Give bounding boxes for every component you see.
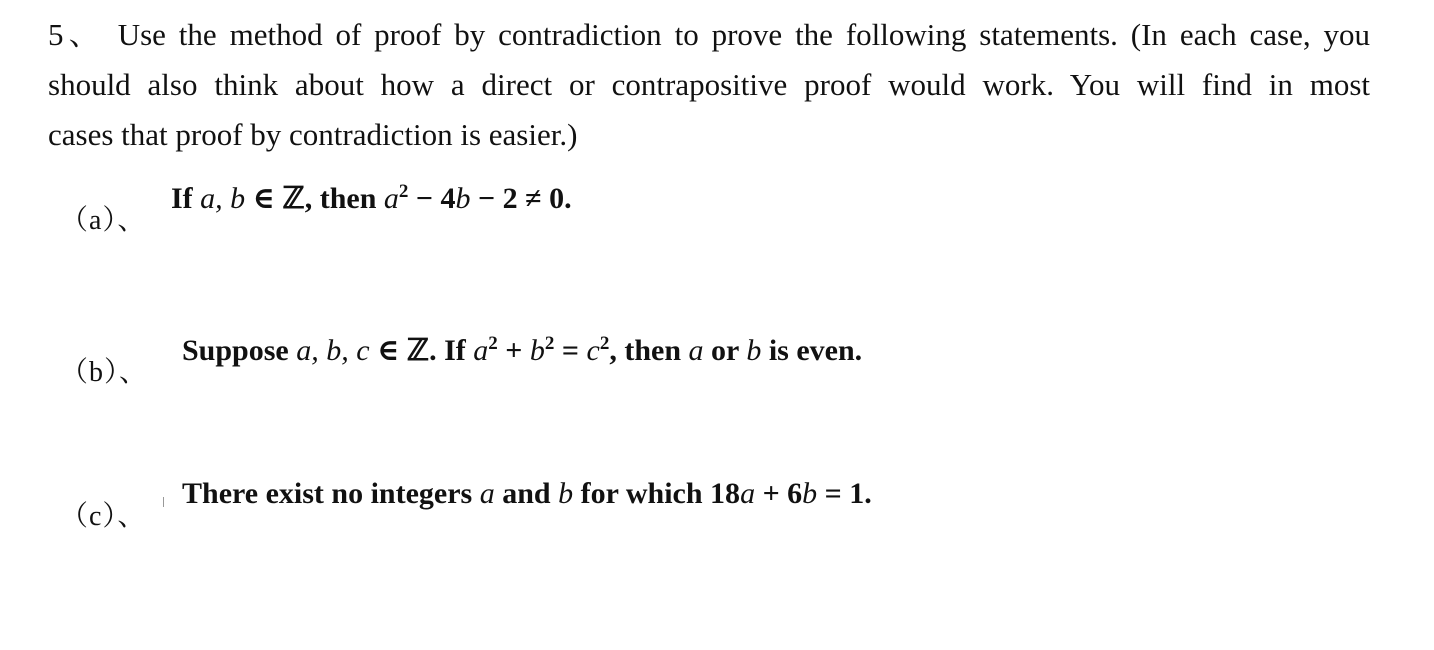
part-c-b: b bbox=[558, 477, 574, 510]
part-a-exp: 2 bbox=[398, 181, 409, 202]
part-b-then: , then bbox=[609, 334, 689, 367]
part-c-label: （c）、 bbox=[60, 501, 147, 532]
part-c-a2: a bbox=[740, 477, 756, 510]
problem-number: 5、 bbox=[48, 17, 105, 52]
part-b-in: ∈ bbox=[369, 334, 407, 367]
part-b-vars: a, b, c bbox=[296, 334, 370, 367]
part-a-b: b bbox=[455, 182, 471, 215]
part-b-a: a bbox=[473, 334, 489, 367]
part-b-exp2: 2 bbox=[544, 333, 555, 354]
part-b-set: ℤ bbox=[406, 334, 430, 367]
part-a-rest: − 4 bbox=[408, 182, 456, 215]
part-c-end: = 1. bbox=[817, 477, 872, 510]
part-a-if: If bbox=[171, 182, 201, 215]
part-a-vars: a, b bbox=[200, 182, 246, 215]
part-b-a2: a bbox=[688, 334, 704, 367]
part-b-eq: = bbox=[554, 334, 587, 367]
part-b-b2: b bbox=[746, 334, 762, 367]
part-b-plus: + bbox=[497, 334, 530, 367]
part-c-a: a bbox=[479, 477, 495, 510]
part-b-statement bbox=[182, 333, 862, 368]
part-c-statement bbox=[182, 477, 872, 511]
part-b-exp3: 2 bbox=[599, 333, 610, 354]
part-b-or: or bbox=[703, 334, 747, 367]
part-c-b2: b bbox=[802, 477, 818, 510]
problem-statement bbox=[48, 10, 1370, 160]
part-b-c: c bbox=[586, 334, 600, 367]
part-b-end: is even. bbox=[761, 334, 863, 367]
part-b-label: （b）、 bbox=[60, 357, 149, 388]
intro-text-1: Use the method of proof by contradiction to prove the following statements. (In each case, you bbox=[117, 17, 1370, 52]
part-c-text1: There exist no integers bbox=[182, 477, 480, 510]
part-c-plus: + 6 bbox=[755, 477, 803, 510]
part-a-then: , then bbox=[304, 182, 384, 215]
part-a-set: ℤ bbox=[282, 182, 305, 215]
problem-intro-line-1 bbox=[48, 10, 1370, 60]
part-b-suppose: Suppose bbox=[182, 334, 297, 367]
part-c-text2: for which 18 bbox=[573, 477, 741, 510]
part-a-in: ∈ bbox=[245, 182, 283, 215]
stray-mark bbox=[163, 497, 164, 507]
part-b-exp1: 2 bbox=[488, 333, 498, 354]
part-b-b: b bbox=[529, 334, 545, 367]
part-a-statement bbox=[171, 181, 572, 216]
part-b-if: . If bbox=[429, 334, 474, 367]
part-a-tail: − 2 ≠ 0. bbox=[470, 182, 572, 215]
problem-intro-line-3: cases that proof by contradiction is easier.) bbox=[48, 117, 578, 152]
part-a-label: （a）、 bbox=[60, 205, 147, 236]
part-a-a: a bbox=[383, 182, 399, 215]
problem-intro-line-2: should also think about how a direct or contrapositive proof would work. You will find in most bbox=[48, 67, 1370, 102]
part-c-and: and bbox=[494, 477, 559, 510]
